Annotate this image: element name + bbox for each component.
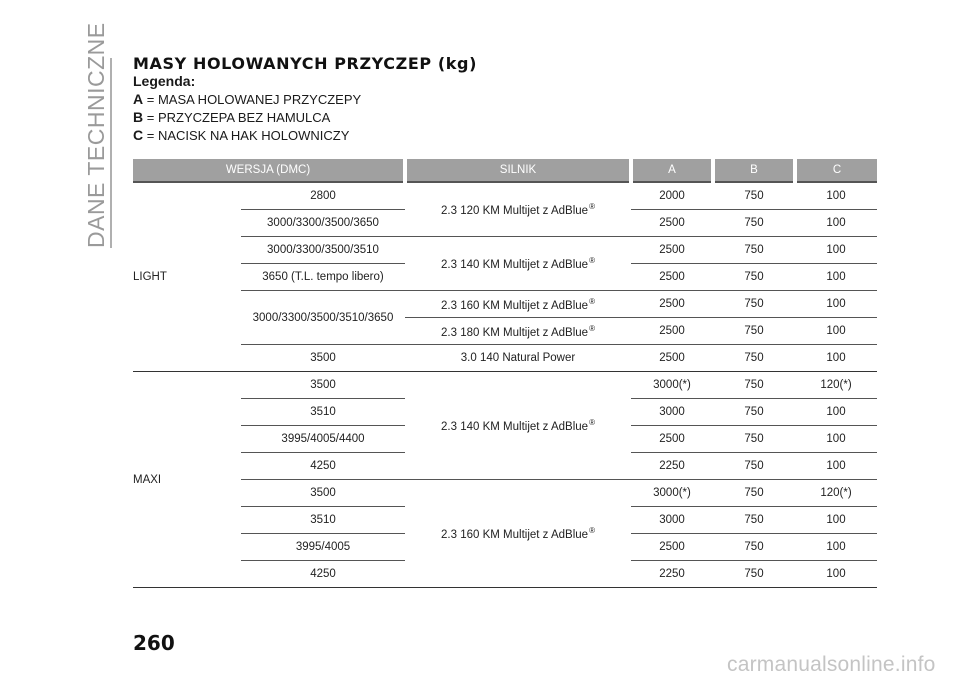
a-cell: 3000(*): [631, 372, 713, 399]
legend-key: A: [133, 91, 144, 107]
engine-cell: [405, 480, 631, 588]
b-cell: 750: [713, 318, 795, 345]
registered-mark: ®: [589, 202, 595, 211]
b-cell: 750: [713, 480, 795, 507]
dmc-cell: 3995/4005: [241, 534, 405, 561]
c-cell: 100: [795, 426, 877, 453]
b-cell: 750: [713, 534, 795, 561]
engine-cell: [405, 291, 631, 318]
dmc-cell: 3995/4005/4400: [241, 426, 405, 453]
a-cell: 2250: [631, 453, 713, 480]
table-row: [133, 182, 877, 210]
legend-text: = MASA HOLOWANEJ PRZYCZEPY: [143, 92, 362, 107]
b-cell: 750: [713, 561, 795, 588]
legend-key: C: [133, 127, 144, 143]
page-title: MASY HOLOWANYCH PRZYCZEP (kg): [133, 54, 477, 73]
a-cell: 2500: [631, 318, 713, 345]
group-maxi: MAXI: [133, 372, 241, 588]
legend-key: B: [133, 109, 144, 125]
c-cell: 100: [795, 399, 877, 426]
engine-label: 2.3 140 KM Multijet z AdBlue: [441, 421, 589, 433]
c-cell: 100: [795, 210, 877, 237]
a-cell: 2500: [631, 237, 713, 264]
table-row: [133, 345, 877, 372]
dmc-cell: 4250: [241, 453, 405, 480]
c-cell: 120(*): [795, 480, 877, 507]
page-number: 260: [133, 631, 175, 655]
b-cell: 750: [713, 507, 795, 534]
c-cell: 100: [795, 561, 877, 588]
site-watermark: carmanualsonline.info: [727, 653, 936, 676]
legend-text: = NACISK NA HAK HOLOWNICZY: [143, 128, 350, 143]
header-c: C: [795, 159, 877, 182]
dmc-cell: 3510: [241, 399, 405, 426]
group-light: LIGHT: [133, 182, 241, 372]
side-tab-bar: [110, 58, 112, 248]
b-cell: 750: [713, 264, 795, 291]
a-cell: 2500: [631, 264, 713, 291]
table-row: [133, 237, 877, 264]
legend-item-b: [133, 109, 330, 126]
a-cell: 3000: [631, 399, 713, 426]
dmc-cell: 3500: [241, 480, 405, 507]
section-side-tab: [82, 22, 112, 248]
a-cell: 2500: [631, 426, 713, 453]
dmc-cell: 3510: [241, 507, 405, 534]
legend-text: = PRZYCZEPA BEZ HAMULCA: [143, 110, 331, 125]
b-cell: 750: [713, 399, 795, 426]
engine-label: 2.3 120 KM Multijet z AdBlue: [441, 205, 589, 217]
b-cell: 750: [713, 426, 795, 453]
dmc-cell: 2800: [241, 182, 405, 210]
table-row: [133, 372, 877, 399]
table-header-row: [133, 159, 877, 182]
engine-cell: [405, 182, 631, 237]
registered-mark: ®: [589, 418, 595, 427]
side-tab-label: DANE TECHNICZNE: [83, 22, 109, 248]
registered-mark: ®: [589, 323, 595, 333]
engine-cell: [405, 237, 631, 291]
dmc-cell: 3650 (T.L. tempo libero): [241, 264, 405, 291]
b-cell: 750: [713, 237, 795, 264]
dmc-cell: 4250: [241, 561, 405, 588]
b-cell: 750: [713, 372, 795, 399]
legend-item-a: [133, 91, 361, 108]
table-row: [133, 291, 877, 318]
trailer-mass-table: [133, 159, 877, 588]
a-cell: 3000(*): [631, 480, 713, 507]
dmc-cell: 3500: [241, 345, 405, 372]
dmc-cell: 3000/3300/3500/3510/3650: [241, 291, 405, 345]
engine-cell: [405, 318, 631, 345]
engine-cell: [405, 372, 631, 480]
c-cell: 100: [795, 318, 877, 345]
header-wersja: WERSJA (DMC): [133, 159, 405, 182]
a-cell: 2250: [631, 561, 713, 588]
c-cell: 100: [795, 264, 877, 291]
engine-cell: 3.0 140 Natural Power: [405, 345, 631, 372]
b-cell: 750: [713, 210, 795, 237]
engine-label: 2.3 180 KM Multijet z AdBlue: [441, 326, 589, 339]
c-cell: 100: [795, 237, 877, 264]
b-cell: 750: [713, 453, 795, 480]
c-cell: 100: [795, 453, 877, 480]
c-cell: 100: [795, 291, 877, 318]
a-cell: 2000: [631, 182, 713, 210]
dmc-cell: 3000/3300/3500/3650: [241, 210, 405, 237]
a-cell: 2500: [631, 291, 713, 318]
c-cell: 100: [795, 182, 877, 210]
registered-mark: ®: [589, 256, 595, 265]
engine-label: 2.3 140 KM Multijet z AdBlue: [441, 259, 589, 271]
a-cell: 2500: [631, 210, 713, 237]
c-cell: 100: [795, 534, 877, 561]
c-cell: 120(*): [795, 372, 877, 399]
b-cell: 750: [713, 291, 795, 318]
dmc-cell: 3000/3300/3500/3510: [241, 237, 405, 264]
header-a: A: [631, 159, 713, 182]
c-cell: 100: [795, 345, 877, 372]
header-silnik: SILNIK: [405, 159, 631, 182]
c-cell: 100: [795, 507, 877, 534]
a-cell: 3000: [631, 507, 713, 534]
registered-mark: ®: [589, 296, 595, 306]
legend-item-c: [133, 127, 349, 144]
a-cell: 2500: [631, 345, 713, 372]
engine-label: 2.3 160 KM Multijet z AdBlue: [441, 529, 589, 541]
engine-label: 2.3 160 KM Multijet z AdBlue: [441, 299, 589, 312]
b-cell: 750: [713, 182, 795, 210]
header-b: B: [713, 159, 795, 182]
a-cell: 2500: [631, 534, 713, 561]
legend-heading: Legenda:: [133, 73, 196, 89]
b-cell: 750: [713, 345, 795, 372]
table-row: [133, 480, 877, 507]
registered-mark: ®: [589, 526, 595, 535]
dmc-cell: 3500: [241, 372, 405, 399]
